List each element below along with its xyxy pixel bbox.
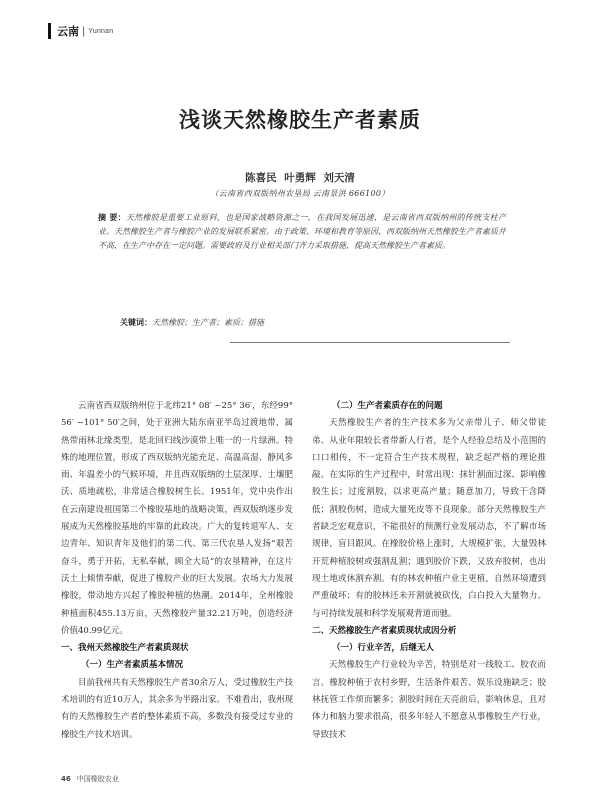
article-title: 浅谈天然橡胶生产者素质	[179, 108, 421, 132]
article-affiliation: （云南省西双版纳州农垦局 云南景洪 666100）	[210, 189, 390, 198]
page-header	[48, 22, 113, 40]
article-authors: 陈喜民 叶勇辉 刘天清	[245, 172, 355, 184]
abstract	[98, 211, 506, 253]
header-section-en: Yunnan	[88, 27, 114, 35]
keywords-text: 天然橡胶；生产者；素质；措施	[152, 318, 264, 327]
abstract-label: 摘 要：	[98, 213, 126, 222]
subsection-heading-2-1: （一）行业辛苦，后继无人	[332, 643, 435, 654]
page-footer	[61, 774, 119, 784]
paragraph-problems: 天然橡胶生产者的生产技术多为父亲带儿子、师父带徒弟、从业年限较长者带新人行者，是个人经验总结及小范围的口口相传，不一定符合生产技术规程，缺乏起严格的理论推敲。在实际的生产过程中，时常出现：抹针割面过深、影响橡胶生长；过度割胶，以求更高产量；随意加刀，导致干含降低；割胶伤树，造成大量死皮等不良现象。部分天然橡胶生产者缺乏宏观意识，不能很好的预测行业发展动态，不了解市场规律，盲目跟风。在橡胶价格上涨时，大规模扩张，大量毁林开荒种植胶树或强割乱割；遇到胶价下跌，又放弃胶树，也出现土地或休割弃割。有的林农种植户业主更植，自然环境遭到严重破坏；有的胶林还未开割就被砍伐，白白投入大量物力。与可持续发展和科学发展观背道而驰。	[312, 418, 546, 619]
keywords-label: 关键词：	[120, 318, 152, 327]
header-section-cn: 云南	[57, 25, 79, 38]
journal-name: 中国橡胶农业	[76, 775, 119, 783]
header-separator: |	[82, 25, 86, 37]
right-column	[312, 398, 546, 744]
keywords	[120, 317, 500, 328]
page-number: 46	[61, 775, 71, 783]
keywords-divider	[230, 342, 510, 343]
section-heading-2: 二、天然橡胶生产者素质现状成因分析	[312, 625, 457, 636]
paragraph-industry-hardship: 天然橡胶生产行业较为辛苦，特别是对一线胶工、胶农而言。橡胶种植于农村乡野，生活条件艰苦、娱乐设施缺乏；胶林抚管工作烦而繁多；割胶时间在天亮前后，影响休息，且对体力和脑力要求很高，很多年轻人不愿意从事橡胶生产行业，导致技术	[312, 660, 546, 740]
subsection-heading-1-2: （二）生产者素质存在的问题	[332, 401, 443, 411]
intro-paragraph: 云南省西双版纳州位于北纬21° 08′ ~25° 36′，东经99° 56′ ~101° 50′之间，处于亚洲大陆东南亚半岛过渡地带，属热带雨林北缘类型，是北回归线沙漠带上唯一的一片绿洲。特殊的地理位置，形成了西双版纳光能充足、高温高湿、静风多雨、年温差小的气候环境，并且西双版纳的土层深厚、土壤肥沃、质地疏松，非常适合橡胶树生长。1951年，党中央作出在云南建设祖国第二个橡胶基地的战略决策，西双版纳逐步发展成为天然橡胶基地的牢靠的此政决。广大的复转退军人、支边青年、知识青年及他们的第二代、第三代农垦人发扬“艰苦奋斗，勇于开拓，无私奉献，顾全大局”的农垦精神，在这片沃土上倾情奉献，促进了橡胶产业的巨大发展。农场大力发展橡胶，带动地方兴起了橡胶种植的热潮。2014年，全州橡胶种植面积455.13万亩，天然橡胶产量32.21万吨，创造经济价值40.99亿元。	[61, 401, 293, 636]
subsection-heading-1-1: （一）生产者素质基本情况	[81, 660, 184, 671]
left-column	[61, 398, 293, 744]
section-heading-1: 一、我州天然橡胶生产者素质现状	[61, 643, 189, 654]
abstract-text: 天然橡胶是重要工业原料，也是国家战略资源之一，在我国发展迅速，是云南省西双版纳州的传统支柱产业。天然橡胶生产者与橡胶产业的发展联系紧密。由于政策、环境和教育等原因，西双版纳州天然橡胶生产者素质并不高，在生产中存在一定问题。需要政府及行业相关部门齐力采取措施，提高天然橡胶生产者素质。	[98, 213, 506, 250]
paragraph-basic-situation: 目前我州共有天然橡胶生产者30余万人，受过橡胶生产技术培训的有近10万人，其余多为半路出家。不难看出，我州现有的天然橡胶生产者的整体素质不高，多数没有接受过专业的橡胶生产技术培训。	[61, 677, 293, 740]
header-accent-bar	[48, 23, 51, 39]
